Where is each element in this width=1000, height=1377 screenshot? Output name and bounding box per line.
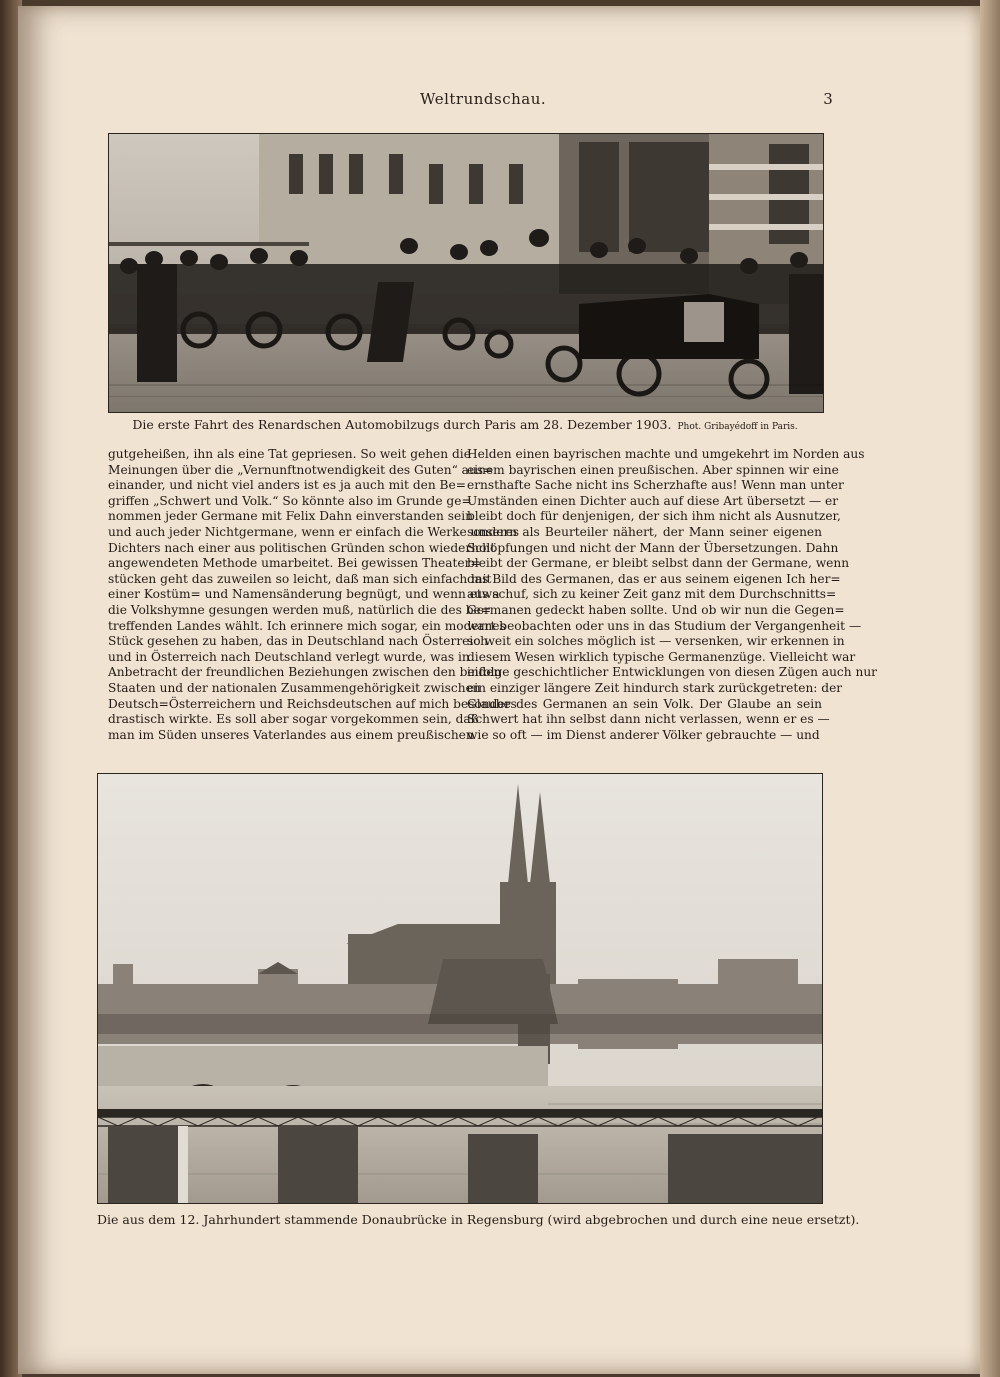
text-line: wart beobachten oder uns in das Studium der Vergangenheit — — [467, 618, 862, 633]
text-line: sondern als Beurteiler nähert, der Mann seiner eigenen — [467, 524, 822, 539]
top-photo-caption — [108, 417, 822, 432]
photo-credit: Phot. Gribayédoff in Paris. — [677, 422, 798, 432]
text-line: Stück gesehen zu haben, das in Deutschland nach Österreich — [108, 634, 488, 649]
text-line: stücken geht das zuweilen so leicht, daß man sich einfach mit — [108, 571, 492, 586]
text-line: treffenden Landes wählt. Ich erinnere mich sogar, ein modernes — [108, 618, 506, 633]
text-line: Dichters nach einer aus politischen Gründen schon wiederholt — [108, 540, 496, 555]
automobile-train-illustration — [109, 134, 823, 412]
running-title: Weltrundschau. — [420, 90, 547, 108]
text-line: nommen jeder Germane mit Felix Dahn einverstanden sein — [108, 509, 473, 524]
page-edge — [980, 0, 1000, 1377]
text-line: die Volkshymne gesungen werden muß, natürlich die des be= — [108, 602, 491, 617]
text-line: aus schuf, sich zu keiner Zeit ganz mit dem Durchschnitts= — [467, 587, 837, 602]
text-line: bleibt der Germane, er bleibt selbst dann der Germane, wenn — [467, 556, 850, 571]
text-line: Staaten und der nationalen Zusammengehörigkeit zwischen — [108, 680, 481, 695]
text-line: und auch jeder Nichtgermane, wenn er einfach die Werke unseres — [108, 524, 520, 539]
text-line: einer Kostüm= und Namensänderung begnügt, und wenn etwa — [108, 587, 500, 602]
text-line: Schwert hat ihn selbst dann nicht verlassen, wenn er es — — [467, 712, 830, 727]
text-line: Umständen einen Dichter auch auf diese Art übersetzt — er — [467, 493, 839, 508]
text-line: bleibt doch für denjenigen, der sich ihm nicht als Ausnutzer, — [467, 509, 841, 524]
text-line: so weit ein solches möglich ist — versenken, wir erkennen in — [467, 634, 845, 649]
bottom-photo-caption: Die aus dem 12. Jahrhundert stammende Donaubrücke in Regensburg (wird abgebrochen und durch eine neue ersetzt). — [97, 1212, 860, 1227]
page-number: 3 — [823, 90, 833, 108]
text-line: Anbetracht der freundlichen Beziehungen zwischen den beiden — [108, 665, 502, 680]
right-text-column — [467, 447, 877, 743]
text-line: einem bayrischen einen preußischen. Aber spinnen wir eine — [467, 462, 839, 477]
text-line: und in Österreich nach Deutschland verlegt wurde, was in — [108, 649, 470, 664]
text-line: drastisch wirkte. Es soll aber sogar vorgekommen sein, daß — [108, 712, 479, 727]
automobile-train-photo — [108, 133, 824, 413]
top-photo-caption-text: Die erste Fahrt des Renardschen Automobilzugs durch Paris am 28. Dezember 1903. — [132, 417, 672, 432]
text-line: infolge geschichtlicher Entwicklungen von diesen Zügen auch nur — [467, 665, 877, 680]
text-line: Helden einen bayrischen machte und umgekehrt im Norden aus — [467, 447, 865, 461]
text-line: Schöpfungen und nicht der Mann der Übersetzungen. Dahn — [467, 540, 839, 555]
text-line: Germanen gedeckt haben sollte. Und ob wir nun die Gegen= — [467, 602, 845, 617]
text-line: diesem Wesen wirklich typische Germanenzüge. Vielleicht war — [467, 649, 856, 664]
text-line: man im Süden unseres Vaterlandes aus einem preußischen — [108, 727, 474, 742]
regensburg-bridge-photo — [97, 773, 823, 1204]
text-line: griffen „Schwert und Volk.“ So könnte also im Grunde ge= — [108, 493, 472, 508]
text-line: angewendeten Methode umarbeitet. Bei gewissen Theater= — [108, 556, 481, 571]
text-line: Glaube des Germanen an sein Volk. Der Glaube an sein — [467, 696, 822, 711]
left-text-column — [108, 447, 520, 743]
text-line: ernsthafte Sache nicht ins Scherzhafte aus! Wenn man unter — [467, 478, 844, 493]
text-line: ein einziger längere Zeit hindurch stark zurückgetreten: der — [467, 680, 843, 695]
text-line: das Bild des Germanen, das er aus seinem eigenen Ich her= — [467, 571, 841, 586]
text-line: Meinungen über die „Vernunftnotwendigkeit des Guten“ aus= — [108, 462, 494, 477]
text-line: einander, und nicht viel anders ist es ja auch mit den Be= — [108, 478, 466, 493]
text-line: Deutsch=Österreichern und Reichsdeutschen auf mich besonders — [108, 696, 517, 711]
text-line: gutgeheißen, ihn als eine Tat gepriesen. So weit gehen die — [108, 447, 471, 461]
regensburg-bridge-illustration — [98, 774, 822, 1203]
text-line: wie so oft — im Dienst anderer Völker gebrauchte — und — [467, 727, 820, 742]
